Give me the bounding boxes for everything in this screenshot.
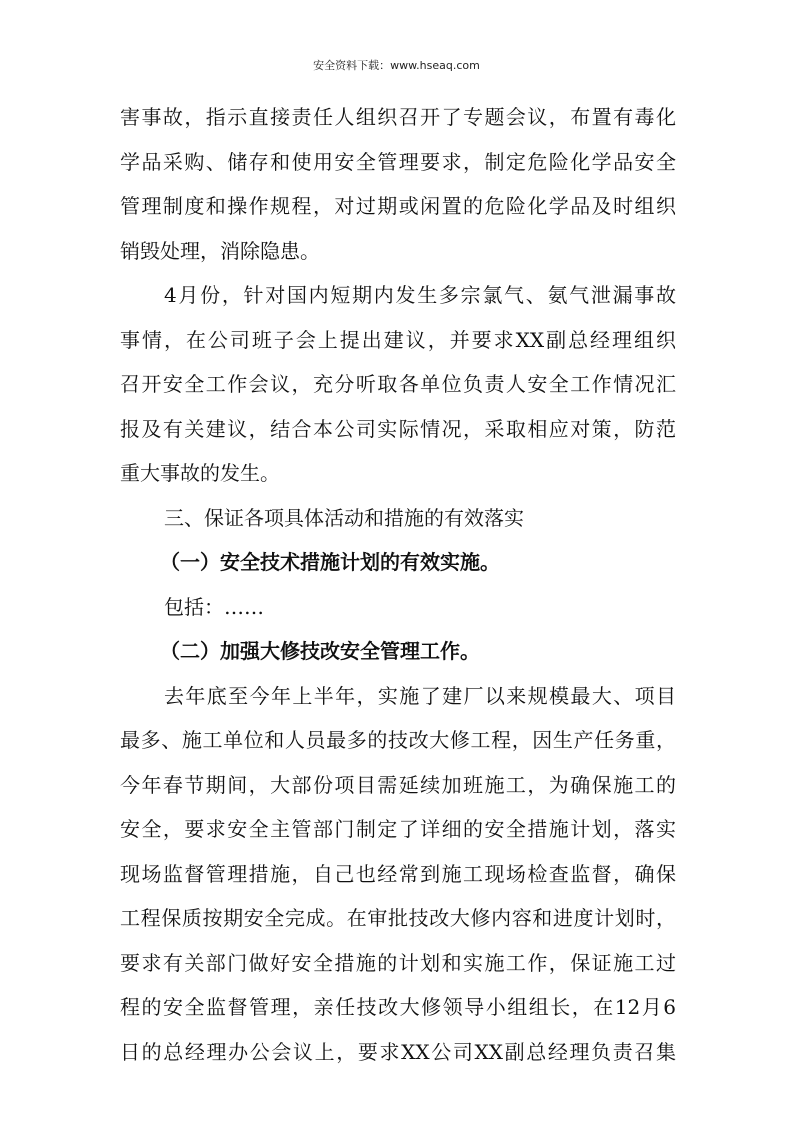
text-line: 管理制度和操作规程，对过期或闲置的危险化学品及时组织 [120,194,676,218]
text-line: 害事故，指示直接责任人组织召开了专题会议，布置有毒化 [120,105,676,129]
text-line: 现场监督管理措施，自己也经常到施工现场检查监督，确保 [120,861,676,886]
text-line: 重大事故的发生。 [120,461,280,485]
text-line: 最多、施工单位和人员最多的技改大修工程，因生产任务重， [120,728,676,752]
text-line: 安全，要求安全主管部门制定了详细的安全措施计划，落实 [120,817,676,841]
text-line: 召开安全工作会议，充分听取各单位负责人安全工作情况汇 [120,372,676,396]
subsection-heading-2: （二）加强大修技改安全管理工作。 [160,639,480,663]
section-heading: 三、保证各项具体活动和措施的有效落实 [164,505,524,530]
document-body [120,95,676,1074]
text-line: 4月份，针对国内短期内发生多宗氯气、氨气泄漏事故 [164,283,676,307]
text-line: 报及有关建议，结合本公司实际情况，采取相应对策，防范 [120,416,676,441]
includes-line: 包括：…… [164,594,264,619]
text-line: 工程保质按期安全完成。在审批技改大修内容和进度计划时， [120,906,676,930]
text-line: 今年春节期间，大部份项目需延续加班施工，为确保施工的 [120,772,676,797]
text-line: 程的安全监督管理，亲任技改大修领导小组组长，在12月6 [120,995,676,1019]
text-line: 日的总经理办公会议上，要求XX公司XX副总经理负责召集 [120,1039,676,1064]
subsection-heading-1: （一）安全技术措施计划的有效实施。 [160,550,500,574]
paragraph-overhaul [120,674,676,1075]
text-line: 销毁处理，消除隐患。 [120,238,320,263]
text-line: 要求有关部门做好安全措施的计划和实施工作，保证施工过 [120,950,676,975]
paragraph-april-leak [120,273,676,496]
text-line: 去年底至今年上半年，实施了建厂以来规模最大、项目 [164,683,676,708]
text-line: 事情，在公司班子会上提出建议，并要求XX副总经理组织 [120,327,676,352]
text-line: 学品采购、储存和使用安全管理要求，制定危险化学品安全 [120,149,676,174]
paragraph-accident-handling [120,95,676,273]
page-header: 安全资料下载：www.hseaq.com [313,59,480,72]
